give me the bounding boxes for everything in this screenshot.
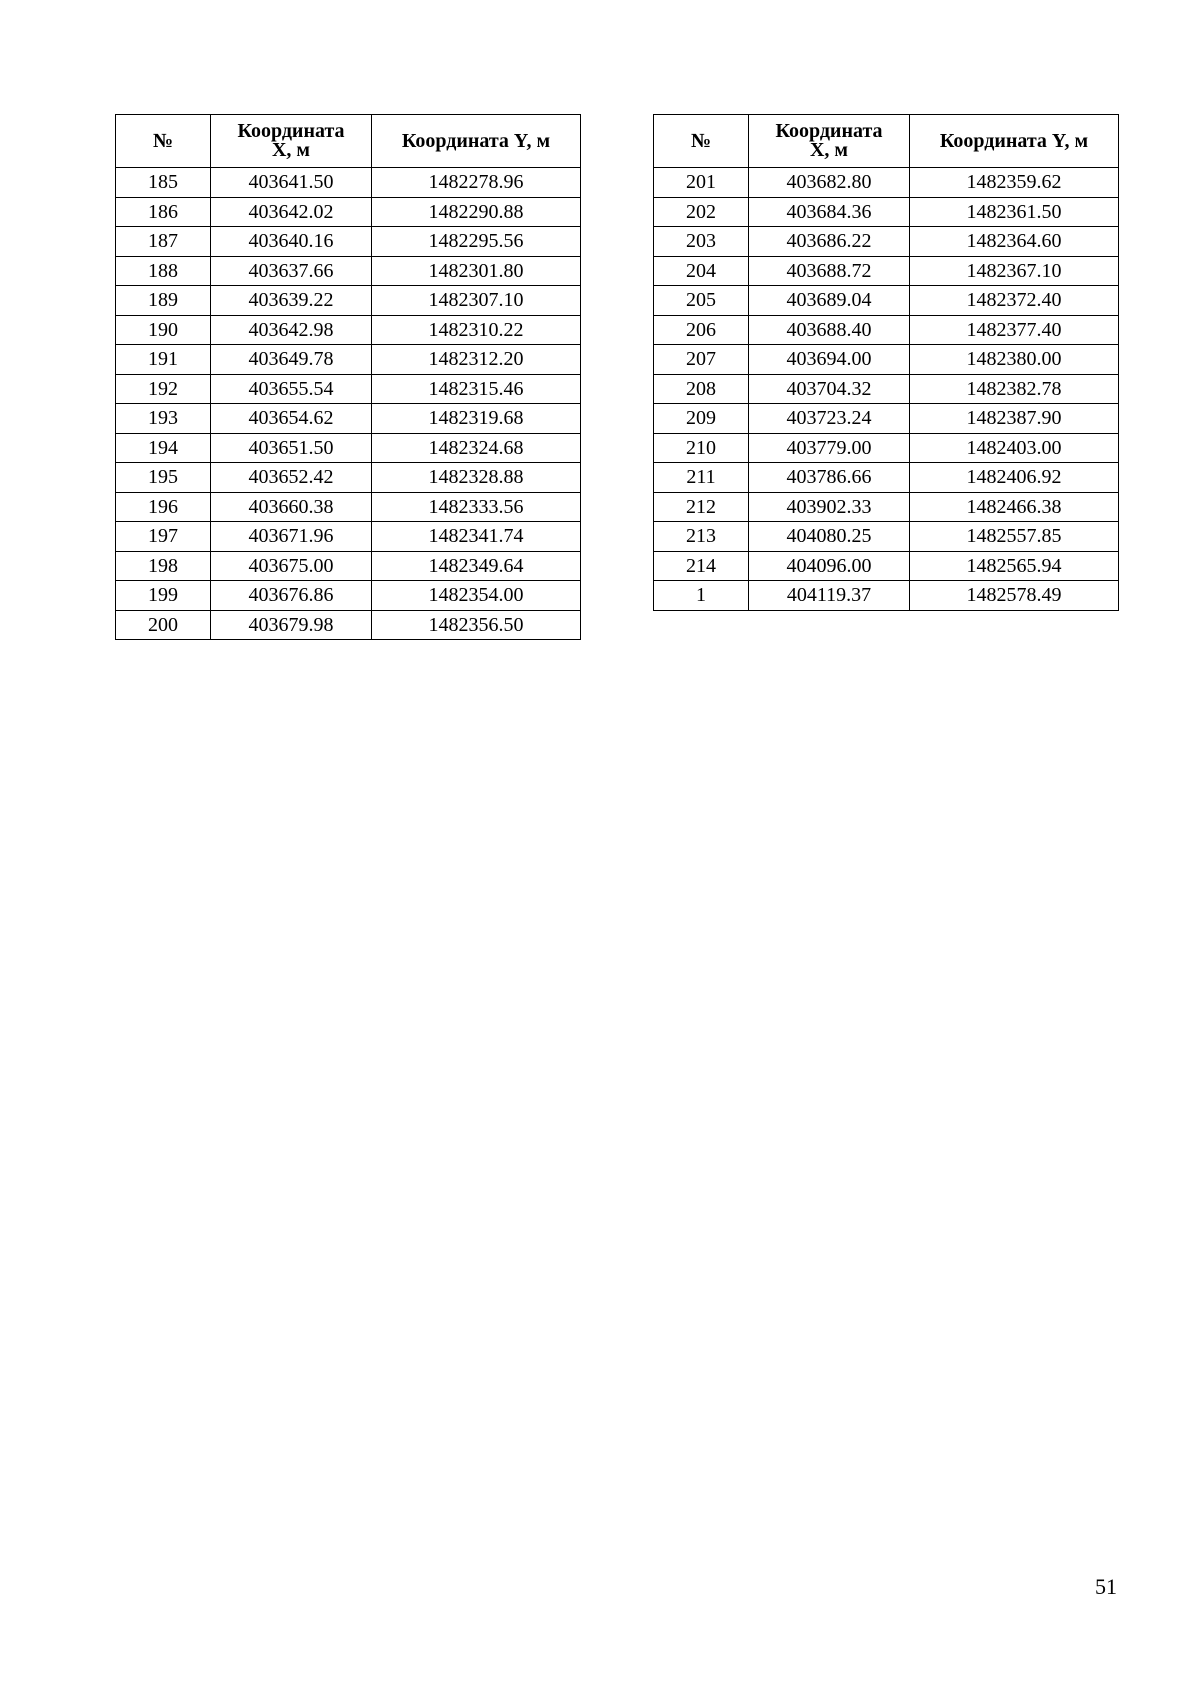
table-row bbox=[654, 551, 1119, 581]
cell-coordinate-x: 403689.04 bbox=[749, 286, 910, 316]
cell-coordinate-x: 404096.00 bbox=[749, 551, 910, 581]
cell-coordinate-x: 403688.72 bbox=[749, 256, 910, 286]
cell-number: 207 bbox=[654, 345, 749, 375]
cell-coordinate-x: 404080.25 bbox=[749, 522, 910, 552]
cell-coordinate-y: 1482367.10 bbox=[910, 256, 1119, 286]
header-coordinate-x bbox=[749, 115, 910, 168]
cell-number: 185 bbox=[116, 168, 211, 198]
cell-coordinate-y: 1482359.62 bbox=[910, 168, 1119, 198]
cell-coordinate-x: 403642.98 bbox=[211, 315, 372, 345]
table-row bbox=[116, 581, 581, 611]
table-row bbox=[116, 315, 581, 345]
cell-number: 199 bbox=[116, 581, 211, 611]
cell-coordinate-y: 1482377.40 bbox=[910, 315, 1119, 345]
cell-coordinate-y: 1482312.20 bbox=[372, 345, 581, 375]
cell-number: 193 bbox=[116, 404, 211, 434]
cell-coordinate-x: 403671.96 bbox=[211, 522, 372, 552]
coordinates-table-right bbox=[653, 114, 1119, 611]
cell-number: 192 bbox=[116, 374, 211, 404]
cell-number: 212 bbox=[654, 492, 749, 522]
cell-coordinate-x: 403779.00 bbox=[749, 433, 910, 463]
table-row bbox=[116, 227, 581, 257]
cell-coordinate-y: 1482319.68 bbox=[372, 404, 581, 434]
cell-number: 1 bbox=[654, 581, 749, 611]
cell-coordinate-y: 1482578.49 bbox=[910, 581, 1119, 611]
cell-coordinate-x: 403676.86 bbox=[211, 581, 372, 611]
cell-coordinate-y: 1482278.96 bbox=[372, 168, 581, 198]
cell-number: 211 bbox=[654, 463, 749, 493]
table-row bbox=[116, 286, 581, 316]
cell-coordinate-y: 1482403.00 bbox=[910, 433, 1119, 463]
cell-coordinate-x: 403786.66 bbox=[749, 463, 910, 493]
cell-coordinate-y: 1482328.88 bbox=[372, 463, 581, 493]
cell-coordinate-y: 1482295.56 bbox=[372, 227, 581, 257]
cell-number: 204 bbox=[654, 256, 749, 286]
cell-coordinate-x: 403688.40 bbox=[749, 315, 910, 345]
table-header-row bbox=[116, 115, 581, 168]
table-row bbox=[116, 492, 581, 522]
table-row bbox=[654, 581, 1119, 611]
cell-coordinate-y: 1482349.64 bbox=[372, 551, 581, 581]
table-row bbox=[116, 433, 581, 463]
cell-coordinate-x: 403652.42 bbox=[211, 463, 372, 493]
table-row bbox=[654, 463, 1119, 493]
cell-coordinate-y: 1482356.50 bbox=[372, 610, 581, 640]
cell-coordinate-y: 1482406.92 bbox=[910, 463, 1119, 493]
cell-coordinate-x: 403679.98 bbox=[211, 610, 372, 640]
cell-number: 195 bbox=[116, 463, 211, 493]
table-row bbox=[654, 197, 1119, 227]
table-body bbox=[116, 168, 581, 640]
cell-coordinate-x: 403660.38 bbox=[211, 492, 372, 522]
table-row bbox=[654, 315, 1119, 345]
header-coordinate-x bbox=[211, 115, 372, 168]
table-row bbox=[654, 256, 1119, 286]
cell-coordinate-y: 1482301.80 bbox=[372, 256, 581, 286]
table-row bbox=[116, 345, 581, 375]
table-row bbox=[654, 286, 1119, 316]
header-x-line2: X, м bbox=[809, 139, 849, 161]
cell-number: 198 bbox=[116, 551, 211, 581]
cell-coordinate-y: 1482324.68 bbox=[372, 433, 581, 463]
cell-coordinate-x: 403639.22 bbox=[211, 286, 372, 316]
cell-number: 187 bbox=[116, 227, 211, 257]
table-row bbox=[116, 610, 581, 640]
table-row bbox=[116, 197, 581, 227]
cell-coordinate-x: 403686.22 bbox=[749, 227, 910, 257]
cell-coordinate-y: 1482466.38 bbox=[910, 492, 1119, 522]
table-row bbox=[654, 227, 1119, 257]
cell-coordinate-x: 403675.00 bbox=[211, 551, 372, 581]
header-x-line2: X, м bbox=[271, 139, 311, 161]
cell-coordinate-y: 1482315.46 bbox=[372, 374, 581, 404]
table-row bbox=[116, 168, 581, 198]
table-body bbox=[654, 168, 1119, 611]
cell-number: 191 bbox=[116, 345, 211, 375]
cell-number: 209 bbox=[654, 404, 749, 434]
table-row bbox=[654, 345, 1119, 375]
table-row bbox=[116, 404, 581, 434]
header-coordinate-y: Координата Y, м bbox=[372, 115, 581, 168]
cell-number: 208 bbox=[654, 374, 749, 404]
cell-number: 186 bbox=[116, 197, 211, 227]
cell-number: 197 bbox=[116, 522, 211, 552]
table-row bbox=[116, 522, 581, 552]
cell-number: 201 bbox=[654, 168, 749, 198]
cell-coordinate-y: 1482387.90 bbox=[910, 404, 1119, 434]
cell-number: 196 bbox=[116, 492, 211, 522]
cell-number: 194 bbox=[116, 433, 211, 463]
table-header-row bbox=[654, 115, 1119, 168]
cell-coordinate-x: 403642.02 bbox=[211, 197, 372, 227]
header-number: № bbox=[654, 115, 749, 168]
cell-coordinate-y: 1482354.00 bbox=[372, 581, 581, 611]
table-row bbox=[654, 492, 1119, 522]
cell-coordinate-x: 403694.00 bbox=[749, 345, 910, 375]
table-row bbox=[654, 433, 1119, 463]
cell-number: 189 bbox=[116, 286, 211, 316]
cell-coordinate-x: 403640.16 bbox=[211, 227, 372, 257]
cell-coordinate-x: 403682.80 bbox=[749, 168, 910, 198]
cell-coordinate-x: 404119.37 bbox=[749, 581, 910, 611]
cell-number: 190 bbox=[116, 315, 211, 345]
cell-coordinate-x: 403902.33 bbox=[749, 492, 910, 522]
cell-coordinate-y: 1482380.00 bbox=[910, 345, 1119, 375]
table-row bbox=[116, 551, 581, 581]
cell-number: 206 bbox=[654, 315, 749, 345]
cell-coordinate-y: 1482372.40 bbox=[910, 286, 1119, 316]
cell-coordinate-x: 403723.24 bbox=[749, 404, 910, 434]
cell-coordinate-x: 403641.50 bbox=[211, 168, 372, 198]
cell-number: 213 bbox=[654, 522, 749, 552]
header-x-line1: Координата bbox=[237, 120, 345, 142]
cell-coordinate-x: 403649.78 bbox=[211, 345, 372, 375]
page-number: 51 bbox=[1095, 1574, 1117, 1599]
cell-coordinate-y: 1482290.88 bbox=[372, 197, 581, 227]
cell-number: 210 bbox=[654, 433, 749, 463]
cell-coordinate-y: 1482333.56 bbox=[372, 492, 581, 522]
cell-number: 202 bbox=[654, 197, 749, 227]
table-row bbox=[654, 404, 1119, 434]
cell-coordinate-x: 403654.62 bbox=[211, 404, 372, 434]
header-coordinate-y: Координата Y, м bbox=[910, 115, 1119, 168]
cell-coordinate-y: 1482341.74 bbox=[372, 522, 581, 552]
coordinates-table-left bbox=[115, 114, 581, 640]
table-row bbox=[116, 256, 581, 286]
cell-coordinate-y: 1482382.78 bbox=[910, 374, 1119, 404]
cell-number: 203 bbox=[654, 227, 749, 257]
cell-number: 200 bbox=[116, 610, 211, 640]
header-number: № bbox=[116, 115, 211, 168]
cell-coordinate-y: 1482310.22 bbox=[372, 315, 581, 345]
cell-number: 188 bbox=[116, 256, 211, 286]
cell-coordinate-x: 403704.32 bbox=[749, 374, 910, 404]
table-row bbox=[654, 168, 1119, 198]
table-row bbox=[654, 374, 1119, 404]
header-x-line1: Координата bbox=[775, 120, 883, 142]
cell-coordinate-y: 1482557.85 bbox=[910, 522, 1119, 552]
cell-number: 214 bbox=[654, 551, 749, 581]
cell-coordinate-x: 403655.54 bbox=[211, 374, 372, 404]
cell-coordinate-y: 1482565.94 bbox=[910, 551, 1119, 581]
table-row bbox=[116, 463, 581, 493]
cell-number: 205 bbox=[654, 286, 749, 316]
table-row bbox=[116, 374, 581, 404]
cell-coordinate-y: 1482364.60 bbox=[910, 227, 1119, 257]
cell-coordinate-x: 403637.66 bbox=[211, 256, 372, 286]
cell-coordinate-x: 403684.36 bbox=[749, 197, 910, 227]
cell-coordinate-x: 403651.50 bbox=[211, 433, 372, 463]
table-row bbox=[654, 522, 1119, 552]
cell-coordinate-y: 1482307.10 bbox=[372, 286, 581, 316]
cell-coordinate-y: 1482361.50 bbox=[910, 197, 1119, 227]
